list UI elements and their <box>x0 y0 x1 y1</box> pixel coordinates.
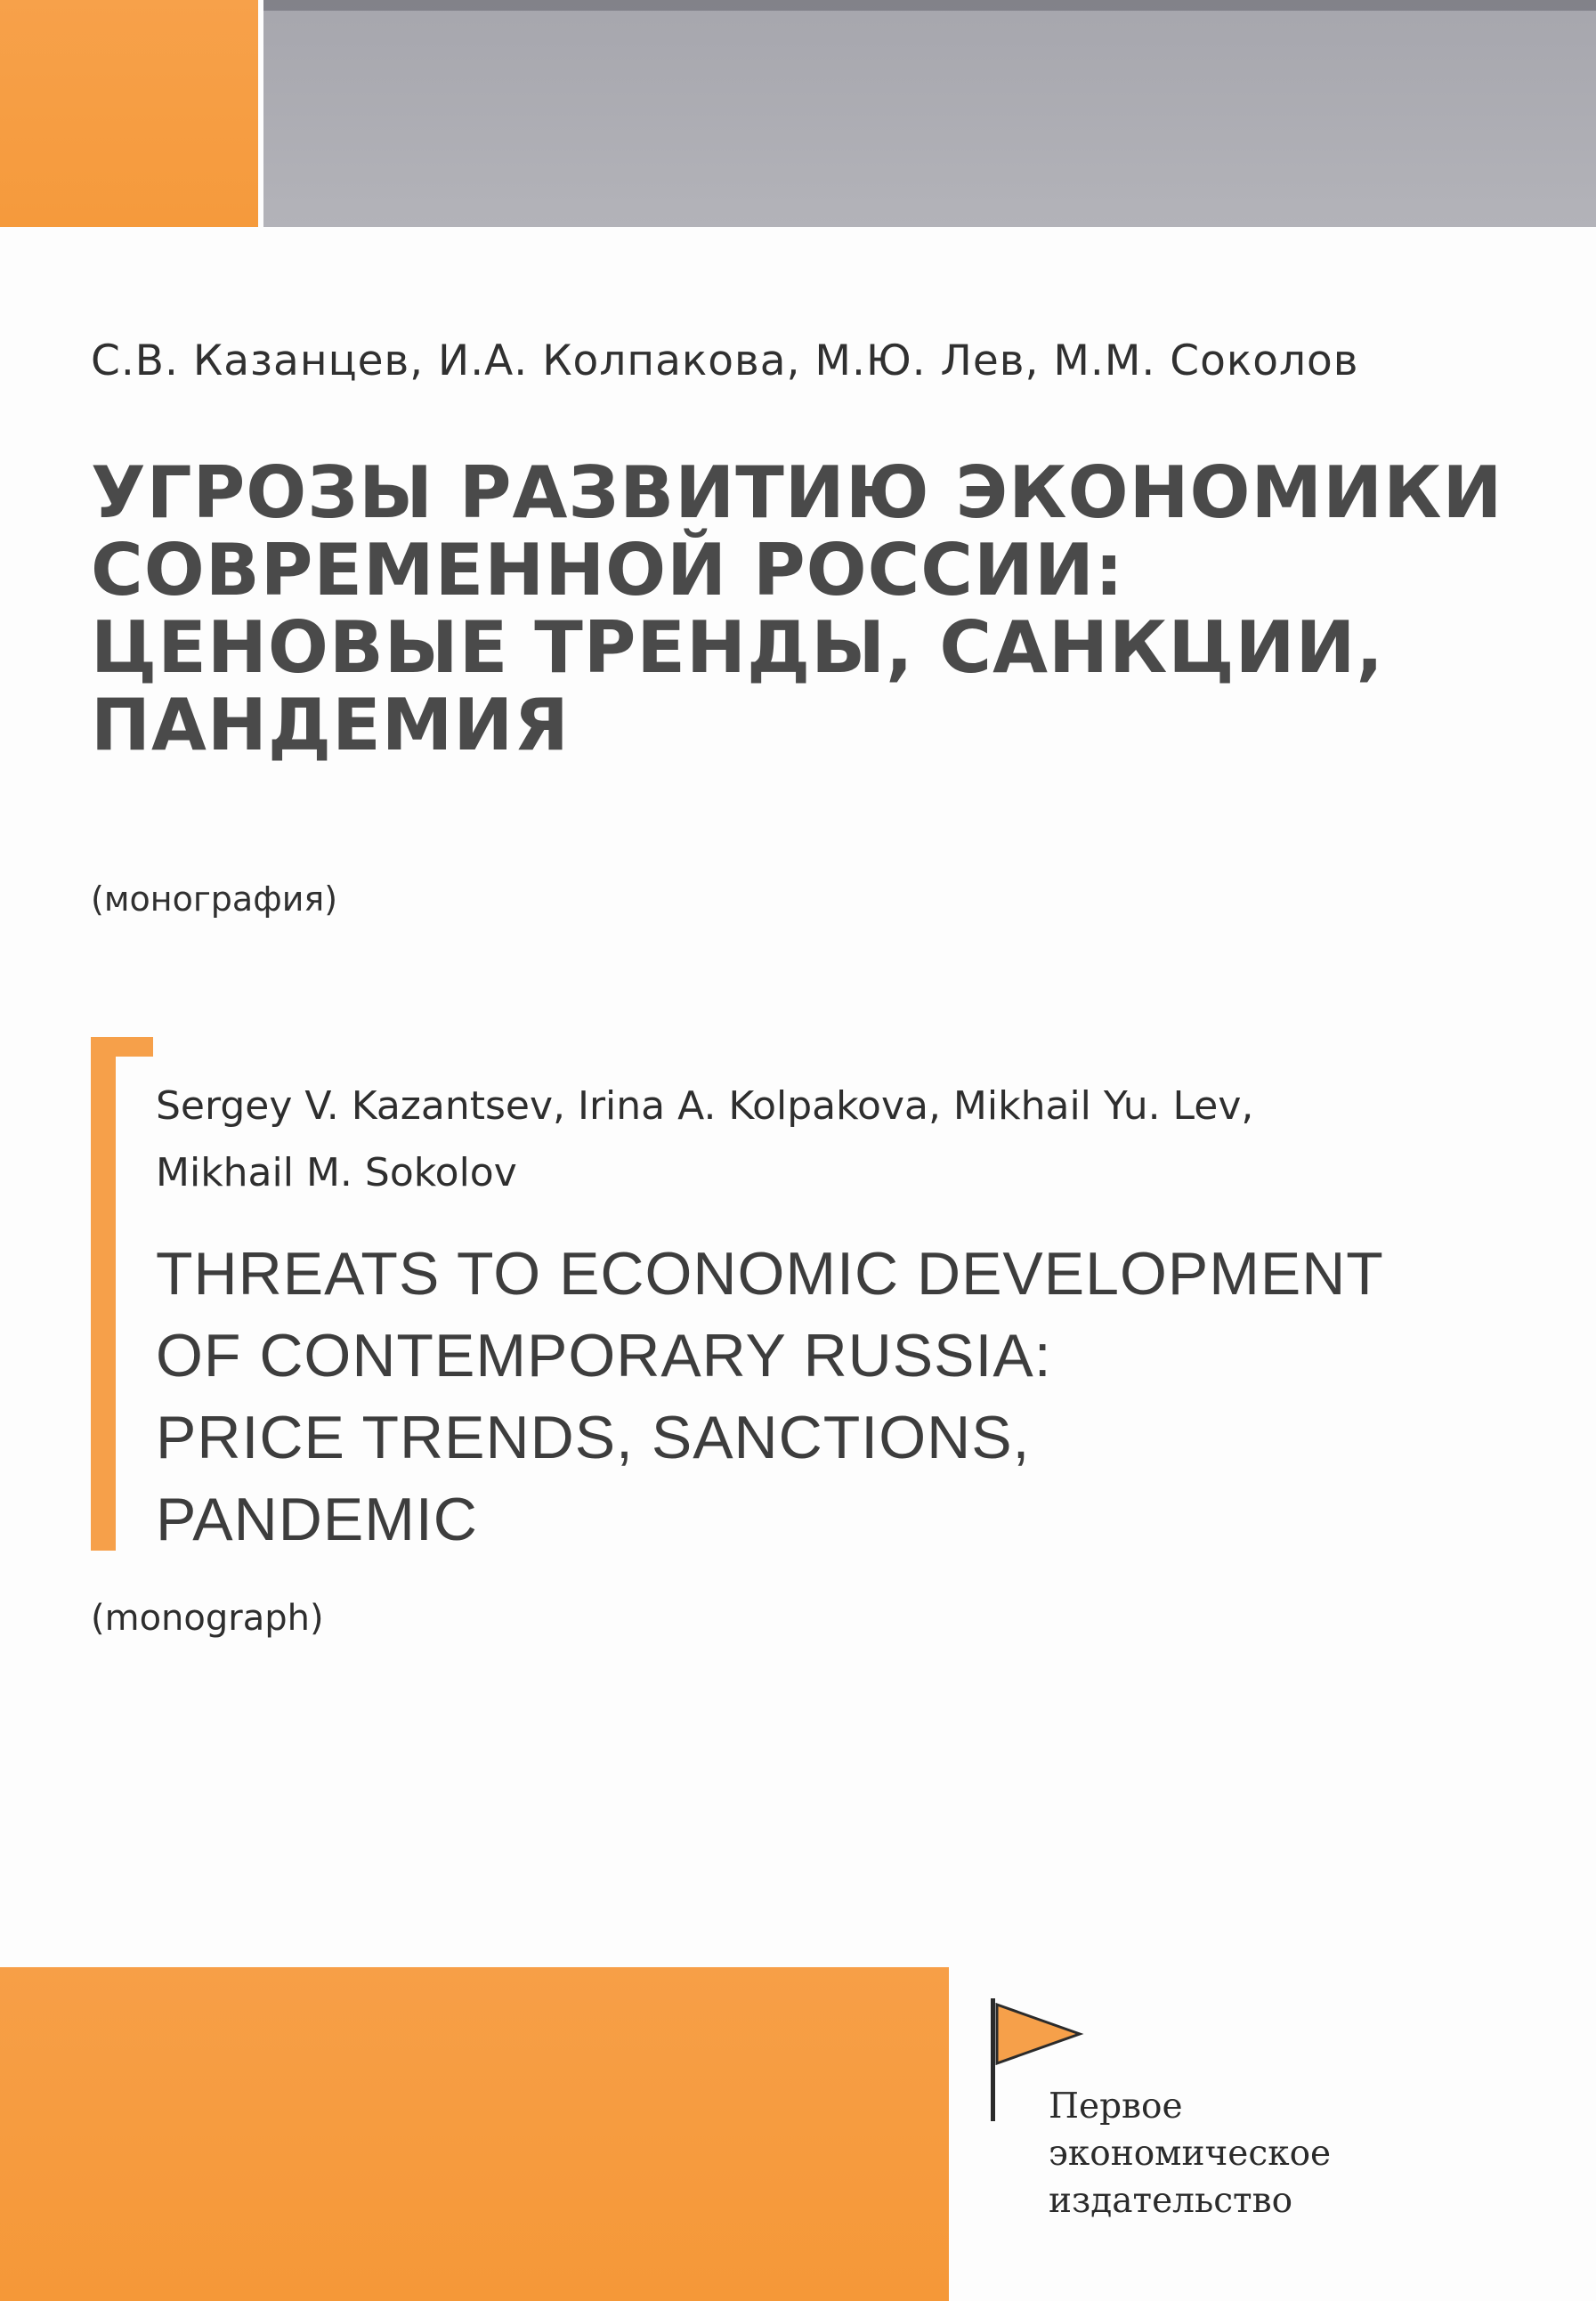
monograph-label-en: (monograph) <box>91 1598 324 1639</box>
publisher-name <box>1049 2083 1331 2224</box>
authors-en-line: Sergey V. Kazantsev, Irina A. Kolpakova, Mikhail Yu. Lev, <box>156 1083 1254 1129</box>
orange-bracket-top <box>91 1037 153 1057</box>
top-gray-band <box>263 0 1596 227</box>
authors-russian: С.В. Казанцев, И.А. Колпакова, М.Ю. Лев, М.М. Соколов <box>91 336 1359 385</box>
title-en-line: PANDEMIC <box>156 1486 478 1553</box>
title-ru-line: СОВРЕМЕННОЙ РОССИИ: <box>91 529 1124 612</box>
title-en-line: THREATS TO ECONOMIC DEVELOPMENT <box>156 1240 1384 1308</box>
title-english <box>156 1233 1402 1560</box>
title-ru-line: ПАНДЕМИЯ <box>91 684 570 766</box>
publisher-line: экономическое <box>1049 2134 1332 2174</box>
title-russian <box>91 451 1503 766</box>
monograph-label-ru: (монография) <box>91 879 338 919</box>
top-edge-shadow <box>263 0 1596 11</box>
top-orange-band <box>0 0 258 227</box>
title-en-line: OF CONTEMPORARY RUSSIA: <box>156 1322 1052 1390</box>
bottom-orange-band <box>0 1967 949 2301</box>
publisher-line: издательство <box>1049 2181 1293 2221</box>
orange-bracket-vertical <box>91 1037 116 1551</box>
title-ru-line: ЦЕНОВЫЕ ТРЕНДЫ, САНКЦИИ, <box>91 606 1384 689</box>
flag-icon <box>995 2003 1084 2069</box>
publisher-line: Первое <box>1049 2086 1183 2127</box>
authors-en-line: Mikhail M. Sokolov <box>156 1150 517 1195</box>
authors-english <box>156 1073 1313 1206</box>
title-ru-line: УГРОЗЫ РАЗВИТИЮ ЭКОНОМИКИ <box>91 451 1503 534</box>
title-en-line: PRICE TRENDS, SANCTIONS, <box>156 1404 1031 1471</box>
